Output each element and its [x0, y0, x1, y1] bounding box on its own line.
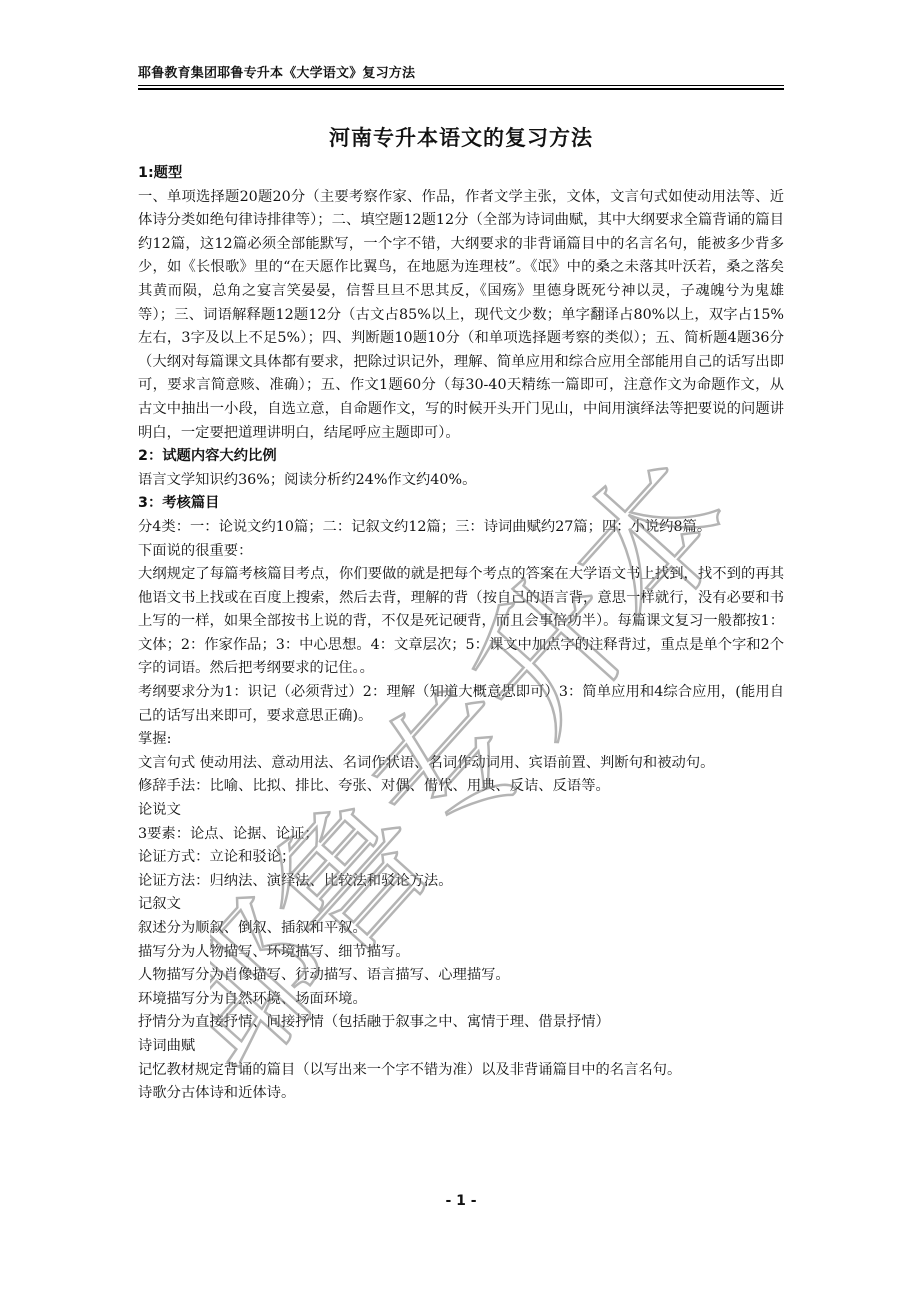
paragraph: 记叙文: [138, 896, 181, 913]
paragraph: 修辞手法：比喻、比拟、排比、夸张、对偶、借代、用典、反诘、反语等。: [138, 778, 610, 795]
page-number: - 1 -: [445, 1193, 477, 1209]
section-heading: 2：试题内容大约比例: [138, 448, 277, 465]
paragraph: 人物描写分为肖像描写、行动描写、语言描写、心理描写。: [138, 967, 510, 984]
paragraph: 叙述分为顺叙、倒叙、插叙和平叙。: [138, 920, 367, 936]
paragraph: 一、单项选择题20题20分（主要考察作家、作品，作者文学主张，文体，文言句式如使动用法等、近体诗分类如绝句律诗排律等）；二、填空题12题12分（全部为诗词曲赋，其中大纲要求全篇背诵的篇目约12篇，这12篇必须全部能默写，一个字不错，大纲要求的非背诵篇目中的名言名句，能被多少背多少，如《长恨歌》里的“在天愿作比翼鸟，在地愿为连理枝”。《氓》中的桑之未落其叶沃若，桑之落矣其黄而陨，总角之宴言笑晏晏，信誓旦旦不思其反，《国殇》里德身既死兮神以灵，子魂魄兮为鬼雄等）；三、词语解释题12题12分（古文占85%以上，现代文少数；单字翻译占80%以上，双字占15%左右，3字及以上不足5%）；四、判断题10题10分（和单项选择题考察的类似）；五、简析题4题36分（大纲对每篇课文具体都有要求，把除过识记外，理解、简单应用和综合应用全部能用自己的话写出即可，要求言简意赅、准确）；五、作文1题60分（每30-40天精练一篇即可，注意作文为命题作文，从古文中抽出一小段，自选立意，自命题作文，写的时候开头开门见山，中间用演绎法等把要说的问题讲明白，一定要把道理讲明白，结尾呼应主题即可）。: [138, 188, 784, 441]
paragraph: 记忆教材规定背诵的篇目（以写出来一个字不错为准）以及非背诵篇目中的名言名句。: [138, 1061, 682, 1078]
paragraph: 分4类：一：论说文约10篇；二：记叙文约12篇；三：诗词曲赋约27篇；四：小说约8篇。: [138, 518, 712, 535]
paragraph: 下面说的很重要：: [138, 542, 253, 559]
header-rule-thick: [138, 88, 784, 90]
paragraph: 大纲规定了每篇考核篇目考点，你们要做的就是把每个考点的答案在大学语文书上找到，找不到的再其他语文书上找或在百度上搜索，然后去背，理解的背（按自己的语言背，意思一样就行，没有必要和书上写的一样，如果全部按书上说的背，不仅是死记硬背，而且会事倍功半）。每篇课文复习一般都按1：文体；2：作家作品；3：中心思想。4：文章层次；5：课文中加点字的注释背过，重点是单个字和2个字的词语。然后把考纲要求的记住。。: [138, 566, 784, 677]
document-body: [138, 162, 784, 1106]
watermark-text: 耶鲁专升本: [210, 428, 768, 1103]
paragraph: 3要素：论点、论据、论证；: [138, 825, 319, 842]
paragraph: 文言句式 使动用法、意动用法、名词作状语、名词作动词用、宾语前置、判断句和被动句。: [138, 754, 715, 771]
header-rule: [138, 85, 784, 86]
section-heading: 3：考核篇目: [138, 495, 220, 512]
document-title: 河南专升本语文的复习方法: [329, 126, 593, 150]
paragraph: 论证方式：立论和驳论；: [138, 849, 296, 866]
paragraph: 论说文: [138, 802, 181, 819]
section-heading: 1:题型: [138, 165, 183, 181]
paragraph: 诗歌分古体诗和近体诗。: [138, 1085, 296, 1102]
running-header: 耶鲁教育集团耶鲁专升本《大学语文》复习方法: [138, 66, 416, 81]
paragraph: 环境描写分为自然环境、场面环境。: [138, 990, 367, 1007]
paragraph: 描写分为人物描写、环境描写、细节描写。: [138, 943, 410, 960]
paragraph: 语言文学知识约36%；阅读分析约24%作文约40%。: [138, 471, 477, 488]
paragraph: 论证方法：归纳法、演绎法、比较法和驳论方法。: [138, 872, 453, 889]
paragraph: 掌握:: [138, 731, 172, 748]
paragraph: 抒情分为直接抒情、间接抒情（包括融于叙事之中、寓情于理、借景抒情）: [138, 1014, 610, 1031]
paragraph: 诗词曲赋: [138, 1037, 196, 1054]
paragraph: 考纲要求分为1：识记（必须背过）2：理解（知道大概意思即可）3：简单应用和4综合应用，(能用自己的话写出来即可，要求意思正确)。: [138, 684, 784, 724]
